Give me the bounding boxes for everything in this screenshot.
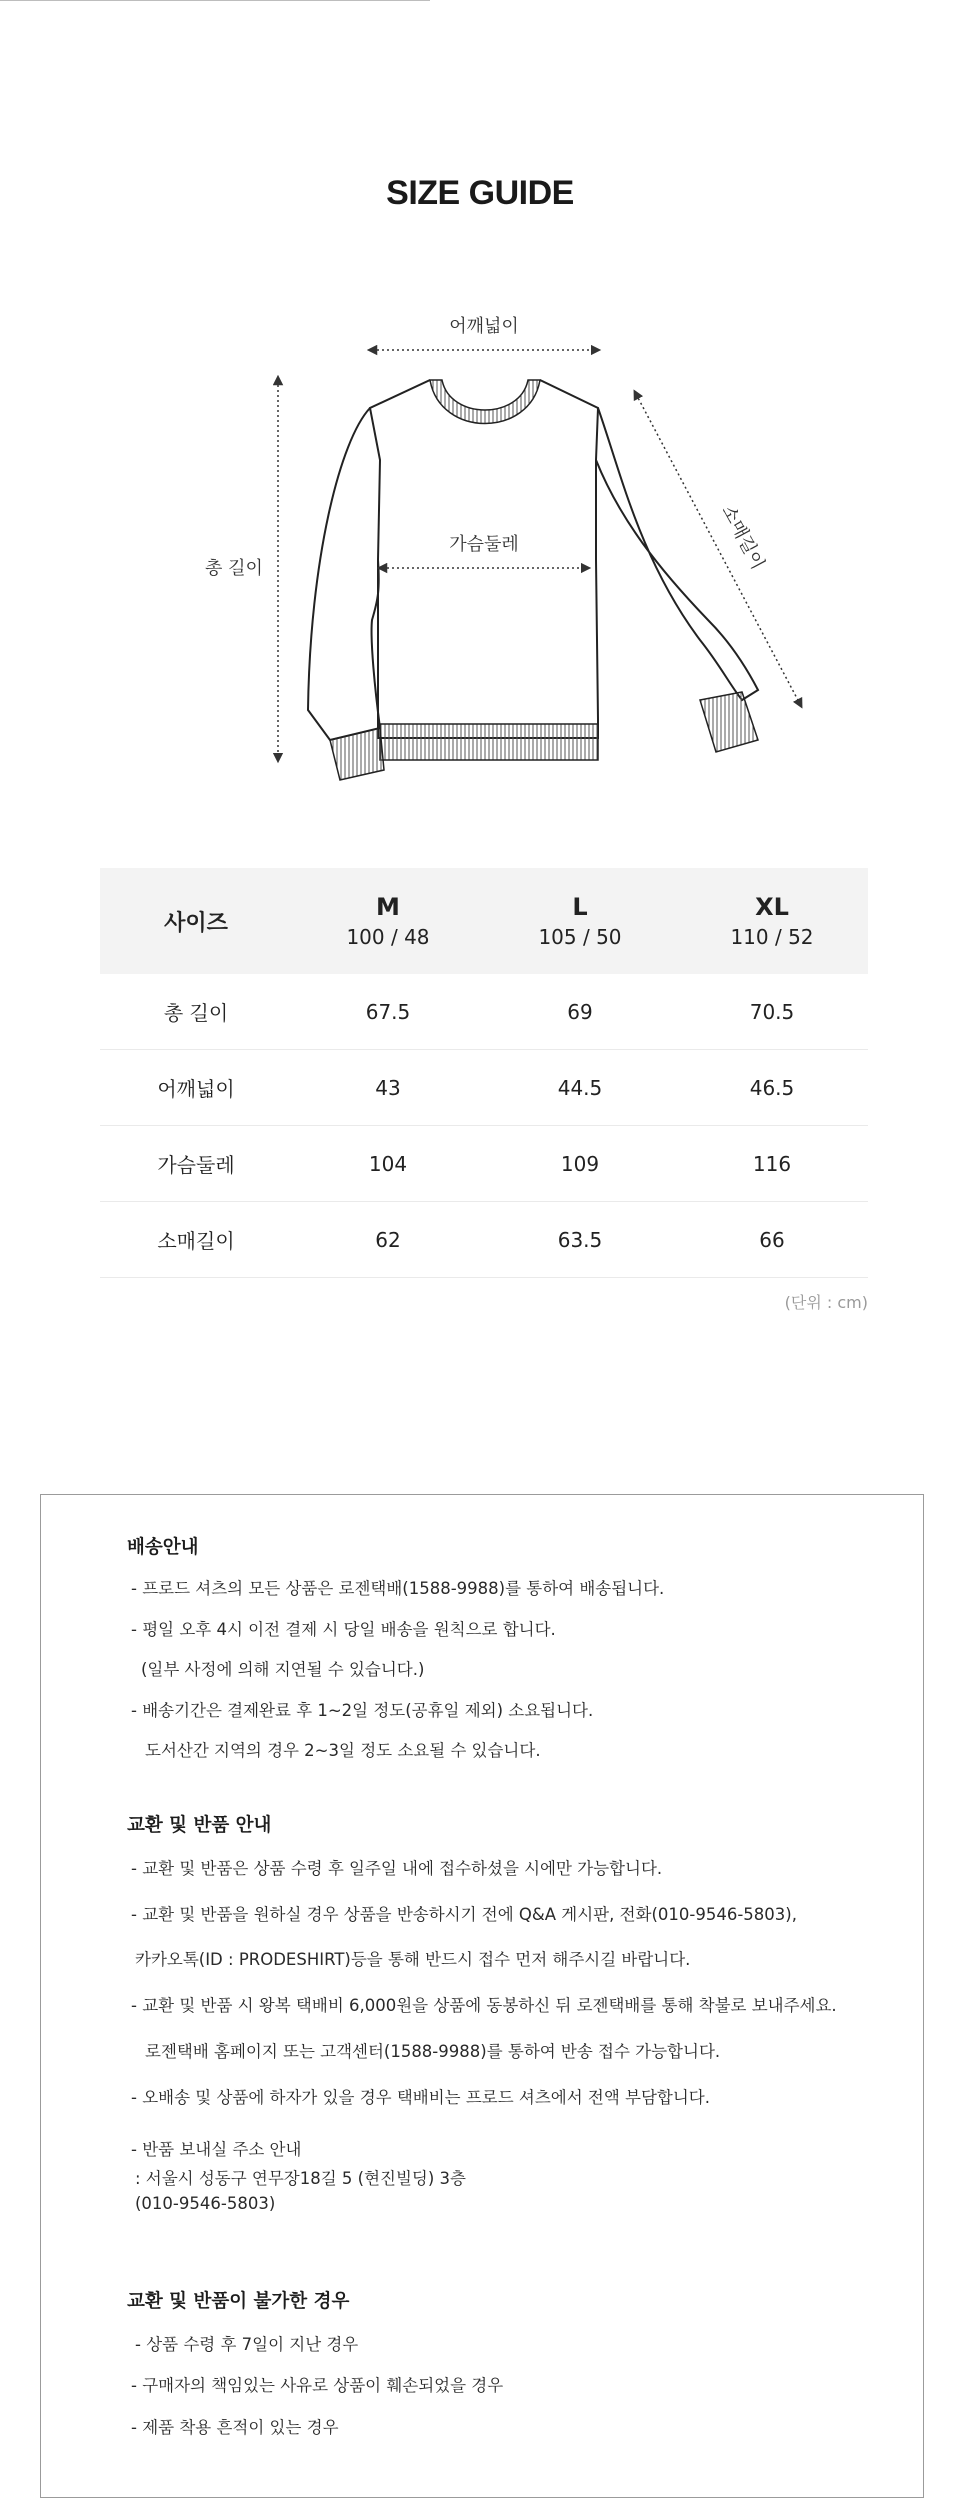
not-allowed-line: - 구매자의 책임있는 사유로 상품이 훼손되었을 경우 (131, 2376, 504, 2395)
exchange-heading: 교환 및 반품 안내 (127, 1815, 272, 1836)
size-col-xl (676, 868, 868, 974)
neck-rib (430, 380, 540, 424)
chest-label: 가슴둘레 (449, 534, 519, 555)
hem-rib (380, 724, 598, 760)
exchange-line: : 서울시 성동구 연무장18길 5 (현진빌딩) 3층 (135, 2169, 466, 2188)
table-cell: 46.5 (676, 1050, 868, 1126)
table-cell: 44.5 (484, 1050, 676, 1126)
table-cell: 66 (676, 1202, 868, 1278)
row-label: 가슴둘레 (100, 1126, 292, 1202)
page-title: SIZE GUIDE (386, 174, 574, 212)
table-cell: 62 (292, 1202, 484, 1278)
left-sleeve-outline (308, 408, 380, 740)
table-row (100, 1202, 868, 1278)
sleeve-arrow (636, 394, 800, 704)
table-row (100, 1050, 868, 1126)
size-col-m-label: M (376, 893, 400, 921)
table-cell: 43 (292, 1050, 484, 1126)
table-cell: 104 (292, 1126, 484, 1202)
table-row (100, 1126, 868, 1202)
table-cell: 116 (676, 1126, 868, 1202)
row-label: 소매길이 (100, 1202, 292, 1278)
right-sleeve-outline (596, 408, 758, 700)
unit-note: (단위 : cm) (784, 1293, 868, 1312)
notice-box (40, 1494, 924, 2498)
shipping-line: (일부 사정에 의해 지연될 수 있습니다.) (141, 1660, 425, 1679)
table-cell: 63.5 (484, 1202, 676, 1278)
right-cuff-rib (700, 692, 758, 752)
table-cell: 69 (484, 974, 676, 1050)
left-cuff-rib (330, 728, 384, 780)
size-col-xl-sub: 110 / 52 (730, 925, 814, 949)
exchange-line: 로젠택배 홈페이지 또는 고객센터(1588-9988)를 통하여 반송 접수 가능합니다. (145, 2042, 721, 2061)
shipping-line: - 평일 오후 4시 이전 결제 시 당일 배송을 원칙으로 합니다. (131, 1620, 556, 1639)
exchange-line: - 교환 및 반품을 원하실 경우 상품을 반송하시기 전에 Q&A 게시판, 전화(010-9546-5803), (131, 1905, 797, 1924)
exchange-line: - 교환 및 반품 시 왕복 택배비 6,000원을 상품에 동봉하신 뒤 로젠택배를 통해 착불로 보내주세요. (131, 1996, 837, 2015)
shirt-body-outline (370, 380, 598, 738)
exchange-line: 카카오톡(ID : PRODESHIRT)등을 통해 반드시 접수 먼저 해주시길 바랍니다. (135, 1950, 691, 1969)
not-allowed-line: - 상품 수령 후 7일이 지난 경우 (135, 2335, 359, 2354)
table-row (100, 974, 868, 1050)
size-col-l-label: L (572, 893, 588, 921)
size-col-xl-label: XL (755, 893, 789, 921)
shoulder-label: 어깨넓이 (449, 316, 519, 337)
row-label: 총 길이 (100, 974, 292, 1050)
sweatshirt-diagram (0, 300, 960, 820)
exchange-line: - 반품 보내실 주소 안내 (131, 2140, 302, 2159)
exchange-line: - 오배송 및 상품에 하자가 있을 경우 택배비는 프로드 셔츠에서 전액 부담합니다. (131, 2088, 710, 2107)
shipping-line: - 배송기간은 결제완료 후 1~2일 정도(공휴일 제외) 소요됩니다. (131, 1701, 594, 1720)
table-cell: 67.5 (292, 974, 484, 1050)
top-divider (0, 0, 430, 1)
not-allowed-line: - 제품 착용 흔적이 있는 경우 (131, 2418, 339, 2437)
size-header-label: 사이즈 (100, 868, 292, 974)
size-col-l-sub: 105 / 50 (538, 925, 622, 949)
table-cell: 109 (484, 1126, 676, 1202)
shipping-heading: 배송안내 (127, 1537, 199, 1558)
size-col-m-sub: 100 / 48 (346, 925, 430, 949)
exchange-line: - 교환 및 반품은 상품 수령 후 일주일 내에 접수하셨을 시에만 가능합니다. (131, 1859, 663, 1878)
table-cell: 70.5 (676, 974, 868, 1050)
total-length-label: 총 길이 (205, 558, 263, 579)
size-table (100, 868, 868, 1278)
not-allowed-heading: 교환 및 반품이 불가한 경우 (127, 2291, 350, 2312)
shipping-line: - 프로드 셔츠의 모든 상품은 로젠택배(1588-9988)를 통하여 배송됩니다. (131, 1579, 665, 1598)
row-label: 어깨넓이 (100, 1050, 292, 1126)
size-col-l (484, 868, 676, 974)
sleeve-label: 소매길이 (717, 501, 769, 574)
size-table-header-row (100, 868, 868, 974)
size-col-m (292, 868, 484, 974)
exchange-line: (010-9546-5803) (135, 2194, 276, 2213)
shipping-line: 도서산간 지역의 경우 2~3일 정도 소요될 수 있습니다. (145, 1741, 541, 1760)
